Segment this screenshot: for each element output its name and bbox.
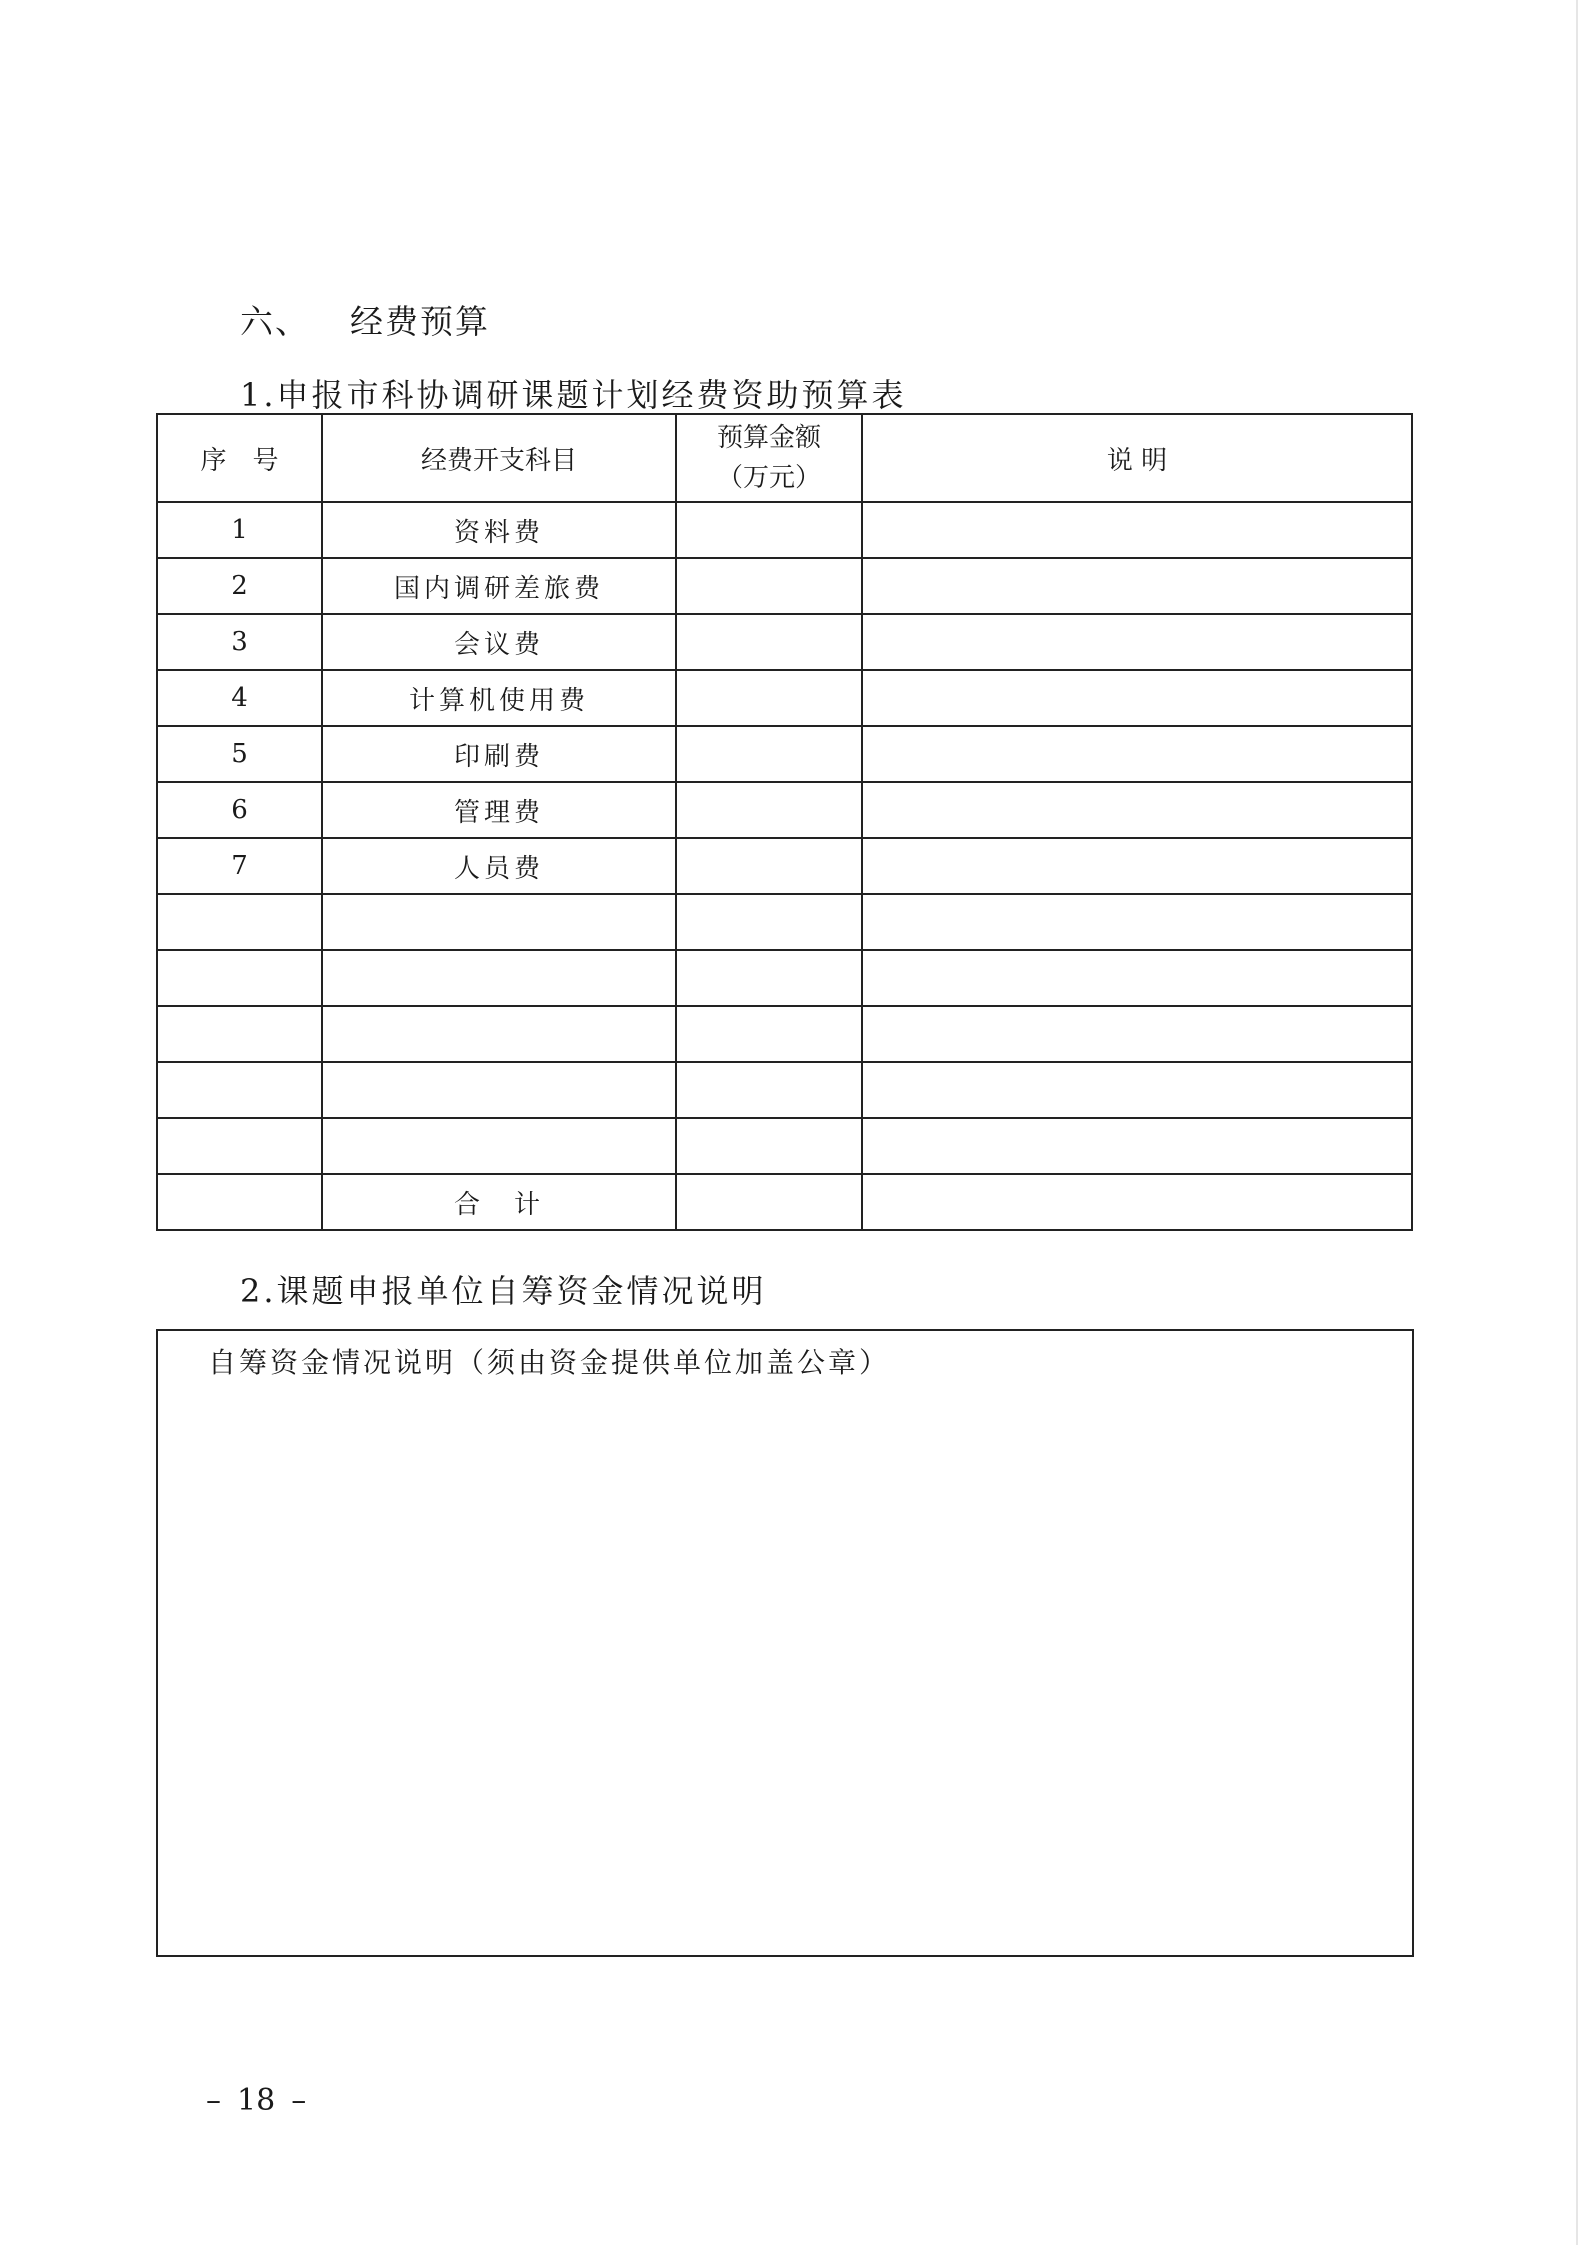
- total-note-cell[interactable]: [862, 1174, 1412, 1230]
- empty-cell[interactable]: [157, 1062, 322, 1118]
- row-amount-cell[interactable]: [676, 614, 862, 670]
- section-heading: [240, 296, 490, 343]
- total-amount-cell[interactable]: [676, 1174, 862, 1230]
- empty-row: [157, 1006, 1412, 1062]
- section-number: 六、: [240, 302, 310, 341]
- table-row: [157, 614, 1412, 670]
- empty-cell[interactable]: [676, 1118, 862, 1174]
- empty-row: [157, 950, 1412, 1006]
- empty-cell[interactable]: [676, 1006, 862, 1062]
- row-item: 会议费: [322, 614, 676, 670]
- budget-table-heading: 1.申报市科协调研课题计划经费资助预算表: [240, 376, 907, 414]
- amount-header-line1: 预算金额: [716, 423, 821, 453]
- empty-row: [157, 1118, 1412, 1174]
- empty-cell[interactable]: [862, 1062, 1412, 1118]
- table-row: [157, 502, 1412, 558]
- empty-cell[interactable]: [862, 894, 1412, 950]
- row-note-cell[interactable]: [862, 614, 1412, 670]
- row-seq: 4: [157, 670, 322, 726]
- empty-cell[interactable]: [676, 894, 862, 950]
- row-note-cell[interactable]: [862, 670, 1412, 726]
- empty-cell[interactable]: [157, 894, 322, 950]
- empty-cell[interactable]: [322, 894, 676, 950]
- row-amount-cell[interactable]: [676, 726, 862, 782]
- empty-row: [157, 894, 1412, 950]
- self-funds-box-label: 自筹资金情况说明（须由资金提供单位加盖公章）: [208, 1346, 891, 1379]
- table-row: [157, 782, 1412, 838]
- row-item: 计算机使用费: [322, 670, 676, 726]
- row-note-cell[interactable]: [862, 502, 1412, 558]
- self-funds-box[interactable]: [156, 1329, 1414, 1957]
- row-note-cell[interactable]: [862, 558, 1412, 614]
- section-title: 经费预算: [350, 302, 490, 341]
- table-header-row: [157, 414, 1412, 502]
- row-amount-cell[interactable]: [676, 670, 862, 726]
- empty-row: [157, 1062, 1412, 1118]
- row-item: 人员费: [322, 838, 676, 894]
- empty-cell[interactable]: [862, 1006, 1412, 1062]
- page-number: [206, 2083, 306, 2118]
- table-row: [157, 558, 1412, 614]
- empty-cell[interactable]: [322, 1062, 676, 1118]
- row-note-cell[interactable]: [862, 726, 1412, 782]
- table-row: [157, 670, 1412, 726]
- row-amount-cell[interactable]: [676, 558, 862, 614]
- empty-cell[interactable]: [676, 1062, 862, 1118]
- row-amount-cell[interactable]: [676, 782, 862, 838]
- empty-cell[interactable]: [322, 950, 676, 1006]
- table-row: [157, 726, 1412, 782]
- empty-cell[interactable]: [862, 1118, 1412, 1174]
- column-header-note: 说 明: [862, 414, 1412, 502]
- column-header-item: 经费开支科目: [322, 414, 676, 502]
- page-dash-right: –: [291, 2083, 307, 2118]
- row-item: 资料费: [322, 502, 676, 558]
- column-header-seq: 序 号: [157, 414, 322, 502]
- row-seq: 7: [157, 838, 322, 894]
- row-seq: 3: [157, 614, 322, 670]
- row-seq: 1: [157, 502, 322, 558]
- row-amount-cell[interactable]: [676, 502, 862, 558]
- total-row: [157, 1174, 1412, 1230]
- page-number-value: 18: [237, 2083, 276, 2118]
- row-note-cell[interactable]: [862, 838, 1412, 894]
- row-seq: 2: [157, 558, 322, 614]
- total-seq-cell: [157, 1174, 322, 1230]
- column-header-amount: [676, 414, 862, 502]
- row-amount-cell[interactable]: [676, 838, 862, 894]
- self-funds-heading: 2.课题申报单位自筹资金情况说明: [240, 1272, 767, 1310]
- budget-table: [156, 413, 1413, 1231]
- row-item: 管理费: [322, 782, 676, 838]
- row-item: 印刷费: [322, 726, 676, 782]
- row-note-cell[interactable]: [862, 782, 1412, 838]
- page-dash-left: –: [206, 2083, 221, 2118]
- empty-cell[interactable]: [157, 950, 322, 1006]
- empty-cell[interactable]: [157, 1118, 322, 1174]
- amount-header-line2: （万元）: [716, 463, 821, 493]
- row-item: 国内调研差旅费: [322, 558, 676, 614]
- table-row: [157, 838, 1412, 894]
- empty-cell[interactable]: [322, 1006, 676, 1062]
- row-seq: 5: [157, 726, 322, 782]
- total-label: 合 计: [322, 1174, 676, 1230]
- empty-cell[interactable]: [157, 1006, 322, 1062]
- row-seq: 6: [157, 782, 322, 838]
- empty-cell[interactable]: [862, 950, 1412, 1006]
- empty-cell[interactable]: [322, 1118, 676, 1174]
- scan-edge: [1576, 0, 1578, 2245]
- empty-cell[interactable]: [676, 950, 862, 1006]
